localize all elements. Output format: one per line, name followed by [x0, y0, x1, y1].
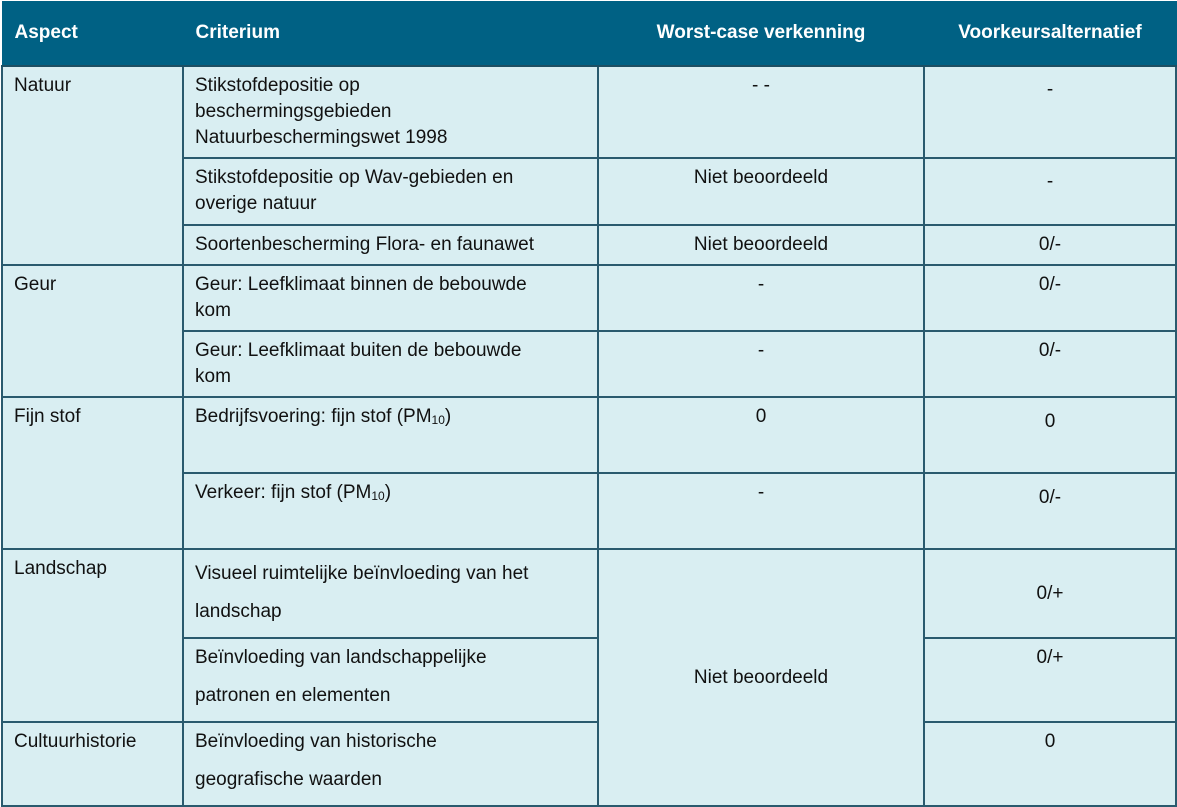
aspect-cell — [2, 397, 183, 549]
aspect-label: Geur — [14, 274, 57, 295]
table-row — [2, 722, 1176, 806]
worst-case-cell: - - — [598, 66, 924, 158]
criterium-cell: Visueel ruimtelijke beïnvloeding van het landschap — [183, 549, 598, 638]
criterium-cell: Stikstofdepositie op Wav-gebieden en overige natuur — [183, 158, 598, 225]
aspect-label: Landschap — [14, 558, 107, 579]
aspect-cell — [2, 265, 183, 397]
worst-case-cell: - — [598, 331, 924, 397]
voorkeur-cell: 0/- — [924, 225, 1176, 265]
voorkeur-cell: 0 — [924, 397, 1176, 473]
header-criterium: Criterium — [183, 1, 598, 66]
aspect-label: Natuur — [14, 75, 72, 96]
worst-case-cell: Niet beoordeeld — [598, 225, 924, 265]
aspect-cell — [2, 66, 183, 265]
voorkeur-cell: 0/- — [924, 473, 1176, 549]
criterium-cell: Stikstofdepositie op beschermingsgebieden Natuurbeschermingswet 1998 — [183, 66, 598, 158]
table-row — [2, 265, 1176, 331]
aspect-label: Fijn stof — [14, 406, 81, 427]
criterium-cell: Geur: Leefklimaat buiten de bebouwde kom — [183, 331, 598, 397]
criterium-cell: Geur: Leefklimaat binnen de bebouwde kom — [183, 265, 598, 331]
header-row — [2, 1, 1176, 66]
worst-case-cell: Niet beoordeeld — [598, 158, 924, 225]
worst-case-cell: 0 — [598, 397, 924, 473]
voorkeur-cell: 0/- — [924, 265, 1176, 331]
worst-case-merged-cell: Niet beoordeeld — [598, 549, 924, 806]
table-row — [2, 549, 1176, 638]
criterium-cell: Beïnvloeding van landschappelijke patronen en elementen — [183, 638, 598, 722]
criterium-cell: Verkeer: fijn stof $(PM_{10})$ — [183, 473, 598, 549]
table-row — [2, 397, 1176, 473]
worst-case-cell: - — [598, 473, 924, 549]
voorkeur-cell: 0/+ — [924, 638, 1176, 722]
criterium-cell: Soortenbescherming Flora- en faunawet — [183, 225, 598, 265]
criterium-cell: Bedrijfsvoering: fijn stof $(PM_{10})$ — [183, 397, 598, 473]
assessment-table — [1, 1, 1177, 807]
header-voorkeursalternatief: Voorkeursalternatief — [924, 1, 1176, 66]
voorkeur-cell: 0 — [924, 722, 1176, 806]
worst-case-cell: - — [598, 265, 924, 331]
aspect-cell — [2, 722, 183, 806]
voorkeur-cell: - — [924, 66, 1176, 158]
aspect-label: Cultuurhistorie — [14, 731, 137, 752]
voorkeur-cell: - — [924, 158, 1176, 225]
aspect-cell — [2, 549, 183, 722]
header-worst-case: Worst-case verkenning — [598, 1, 924, 66]
voorkeur-cell: 0/- — [924, 331, 1176, 397]
header-aspect: Aspect — [2, 1, 183, 66]
voorkeur-cell: 0/+ — [924, 549, 1176, 638]
table-row — [2, 66, 1176, 158]
criterium-cell: Beïnvloeding van historische geografische waarden — [183, 722, 598, 806]
